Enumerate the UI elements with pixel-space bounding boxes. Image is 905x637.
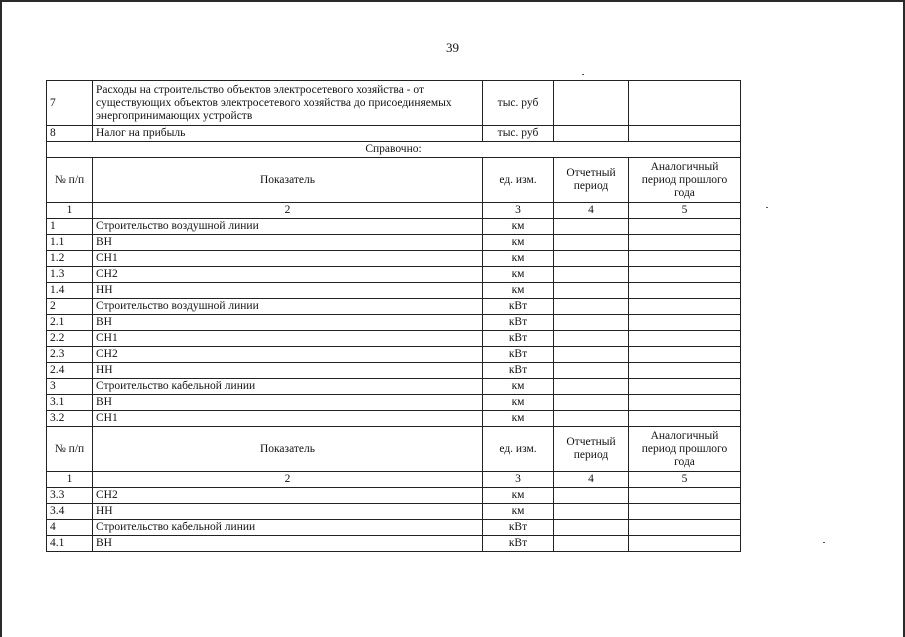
row-number: 1 <box>47 219 93 235</box>
row-indicator: ВН <box>93 395 483 411</box>
row-unit: км <box>483 267 554 283</box>
row-reporting-value <box>554 347 629 363</box>
row-number: 4.1 <box>47 536 93 552</box>
row-unit: кВт <box>483 520 554 536</box>
scan-speck <box>582 74 584 75</box>
row-reporting-value <box>554 126 629 142</box>
row-number: 1.4 <box>47 283 93 299</box>
table-row <box>47 81 741 126</box>
row-reporting-value <box>554 251 629 267</box>
row-previous-value <box>629 283 741 299</box>
header-number: № п/п <box>47 158 93 203</box>
row-reporting-value <box>554 363 629 379</box>
row-unit: тыс. руб <box>483 126 554 142</box>
table-row <box>47 251 741 267</box>
row-reporting-value <box>554 520 629 536</box>
row-number: 7 <box>47 81 93 126</box>
row-unit: км <box>483 235 554 251</box>
row-number: 1.2 <box>47 251 93 267</box>
row-number: 3.2 <box>47 411 93 427</box>
row-previous-value <box>629 267 741 283</box>
header-previous: Аналогичный период прошлого года <box>629 427 741 472</box>
column-number: 5 <box>629 472 741 488</box>
table-row <box>47 235 741 251</box>
row-previous-value <box>629 331 741 347</box>
row-reporting-value <box>554 299 629 315</box>
row-indicator: СН1 <box>93 331 483 347</box>
row-previous-value <box>629 235 741 251</box>
header-previous: Аналогичный период прошлого года <box>629 158 741 203</box>
row-indicator: Строительство кабельной линии <box>93 379 483 395</box>
row-previous-value <box>629 347 741 363</box>
row-previous-value <box>629 251 741 267</box>
column-number: 3 <box>483 203 554 219</box>
row-reporting-value <box>554 283 629 299</box>
row-number: 1.1 <box>47 235 93 251</box>
row-reporting-value <box>554 315 629 331</box>
table-row <box>47 315 741 331</box>
row-number: 4 <box>47 520 93 536</box>
row-previous-value <box>629 411 741 427</box>
table-row <box>47 379 741 395</box>
table-header-row <box>47 427 741 472</box>
row-number: 8 <box>47 126 93 142</box>
row-previous-value <box>629 126 741 142</box>
table-row <box>47 520 741 536</box>
row-number: 2.2 <box>47 331 93 347</box>
row-previous-value <box>629 299 741 315</box>
row-indicator: СН2 <box>93 267 483 283</box>
column-number: 1 <box>47 203 93 219</box>
column-number: 3 <box>483 472 554 488</box>
row-unit: кВт <box>483 536 554 552</box>
row-previous-value <box>629 488 741 504</box>
report-table <box>46 80 741 552</box>
row-previous-value <box>629 536 741 552</box>
row-unit: км <box>483 411 554 427</box>
row-indicator: НН <box>93 283 483 299</box>
column-number: 2 <box>93 472 483 488</box>
column-number: 2 <box>93 203 483 219</box>
row-unit: кВт <box>483 315 554 331</box>
row-indicator: СН1 <box>93 251 483 267</box>
row-previous-value <box>629 520 741 536</box>
table-row <box>47 395 741 411</box>
header-unit: ед. изм. <box>483 427 554 472</box>
row-reporting-value <box>554 488 629 504</box>
row-previous-value <box>629 81 741 126</box>
row-previous-value <box>629 379 741 395</box>
row-reporting-value <box>554 235 629 251</box>
header-reporting: Отчетный период <box>554 158 629 203</box>
scan-speck <box>823 542 825 543</box>
row-number: 2.4 <box>47 363 93 379</box>
row-unit: кВт <box>483 299 554 315</box>
table-row <box>47 347 741 363</box>
row-indicator: Строительство воздушной линии <box>93 299 483 315</box>
row-unit: км <box>483 219 554 235</box>
table-row <box>47 126 741 142</box>
table-row <box>47 363 741 379</box>
row-number: 1.3 <box>47 267 93 283</box>
reference-title-row <box>47 142 741 158</box>
row-unit: кВт <box>483 331 554 347</box>
row-unit: км <box>483 395 554 411</box>
row-reporting-value <box>554 411 629 427</box>
scan-border-top <box>0 0 905 2</box>
row-reporting-value <box>554 536 629 552</box>
row-number: 3.3 <box>47 488 93 504</box>
header-indicator: Показатель <box>93 427 483 472</box>
column-number: 5 <box>629 203 741 219</box>
row-unit: кВт <box>483 347 554 363</box>
row-number: 3 <box>47 379 93 395</box>
row-unit: тыс. руб <box>483 81 554 126</box>
row-previous-value <box>629 219 741 235</box>
row-indicator: Налог на прибыль <box>93 126 483 142</box>
row-reporting-value <box>554 219 629 235</box>
table-row <box>47 488 741 504</box>
header-indicator: Показатель <box>93 158 483 203</box>
page-number: 39 <box>446 40 459 55</box>
row-indicator: ВН <box>93 536 483 552</box>
row-reporting-value <box>554 395 629 411</box>
table-row <box>47 219 741 235</box>
row-unit: км <box>483 504 554 520</box>
row-unit: км <box>483 488 554 504</box>
row-number: 2 <box>47 299 93 315</box>
row-indicator: ВН <box>93 315 483 331</box>
table-row <box>47 536 741 552</box>
column-number: 1 <box>47 472 93 488</box>
row-reporting-value <box>554 331 629 347</box>
header-number: № п/п <box>47 427 93 472</box>
table-row <box>47 267 741 283</box>
header-unit: ед. изм. <box>483 158 554 203</box>
table-row <box>47 504 741 520</box>
scan-border-left <box>0 0 2 637</box>
row-reporting-value <box>554 81 629 126</box>
header-reporting: Отчетный период <box>554 427 629 472</box>
row-previous-value <box>629 315 741 331</box>
row-number: 3.1 <box>47 395 93 411</box>
row-previous-value <box>629 395 741 411</box>
row-previous-value <box>629 363 741 379</box>
table-row <box>47 283 741 299</box>
row-number: 3.4 <box>47 504 93 520</box>
row-unit: км <box>483 251 554 267</box>
row-indicator: ВН <box>93 235 483 251</box>
row-unit: км <box>483 283 554 299</box>
row-indicator: СН1 <box>93 411 483 427</box>
reference-title: Справочно: <box>47 142 741 158</box>
column-numbers-row <box>47 472 741 488</box>
row-number: 2.1 <box>47 315 93 331</box>
table-row <box>47 331 741 347</box>
column-numbers-row <box>47 203 741 219</box>
table-header-row <box>47 158 741 203</box>
row-indicator: СН2 <box>93 488 483 504</box>
scan-speck <box>766 207 768 208</box>
table-row <box>47 299 741 315</box>
row-indicator: Строительство воздушной линии <box>93 219 483 235</box>
column-number: 4 <box>554 472 629 488</box>
column-number: 4 <box>554 203 629 219</box>
row-indicator: НН <box>93 363 483 379</box>
row-number: 2.3 <box>47 347 93 363</box>
row-reporting-value <box>554 379 629 395</box>
row-indicator: СН2 <box>93 347 483 363</box>
row-unit: км <box>483 379 554 395</box>
row-reporting-value <box>554 267 629 283</box>
row-indicator: НН <box>93 504 483 520</box>
row-indicator: Расходы на строительство объектов электросетевого хозяйства - от существующих объектов электросетевого хозяйства до присоединяемых энергопринимающих устройств <box>93 81 483 126</box>
row-unit: кВт <box>483 363 554 379</box>
row-reporting-value <box>554 504 629 520</box>
row-indicator: Строительство кабельной линии <box>93 520 483 536</box>
table-row <box>47 411 741 427</box>
row-previous-value <box>629 504 741 520</box>
